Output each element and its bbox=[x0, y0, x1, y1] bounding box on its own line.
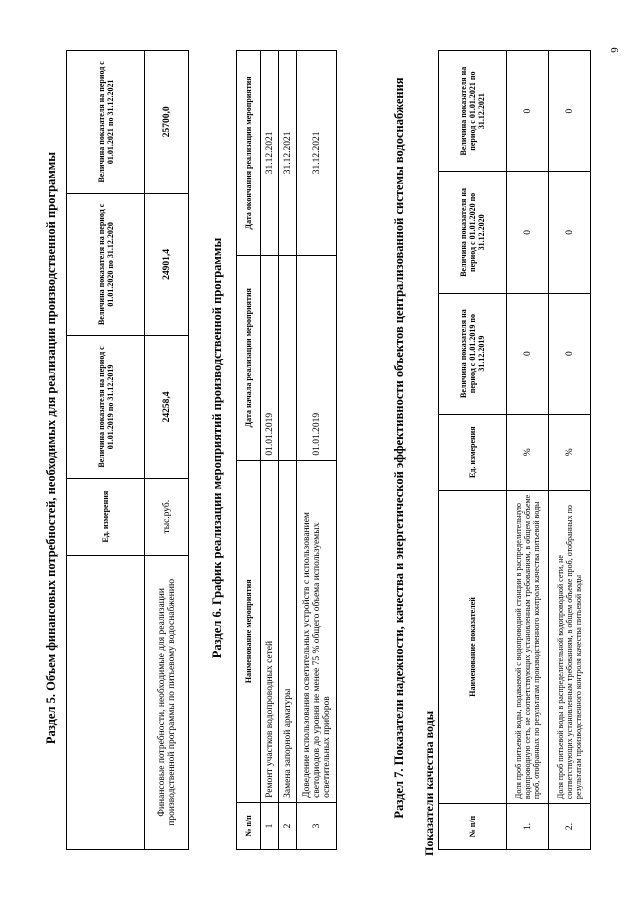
s6-header-name: Наименование мероприятия bbox=[237, 460, 261, 802]
s7-row1-unit: % bbox=[507, 414, 549, 490]
s5-cell-unit: тыс.руб. bbox=[145, 478, 189, 555]
table-row bbox=[297, 51, 337, 850]
s6-row2-end: 31.12.2021 bbox=[279, 51, 297, 256]
s7-row1-2019: 0 bbox=[507, 293, 549, 414]
s5-header-2021: Величина показателя на период с 01.01.2021 по 31.12.2021 bbox=[67, 51, 145, 194]
s6-header-end: Дата окончания реализации мероприятия bbox=[237, 51, 261, 256]
s6-row3-name: Доведение использования осветительных устройств с использованием светодиодов до уровня не менее 75 % общего объема используемых осветительных приборов bbox=[297, 460, 337, 802]
s5-cell-2019: 24258,4 bbox=[145, 336, 189, 479]
s7-header-name: Наименование показателей bbox=[439, 490, 507, 803]
s7-row1-2020: 0 bbox=[507, 172, 549, 293]
s5-cell-2020: 24901,4 bbox=[145, 193, 189, 336]
page-number: 6 bbox=[607, 47, 620, 53]
section7-table bbox=[438, 50, 591, 850]
s5-header-2019: Величина показателя на период с 01.01.2019 по 31.12.2019 bbox=[67, 336, 145, 479]
section6-table bbox=[236, 50, 337, 850]
table-row bbox=[549, 51, 591, 850]
s5-header-name bbox=[67, 555, 145, 849]
table-row bbox=[261, 51, 279, 850]
s6-row3-end: 31.12.2021 bbox=[297, 51, 337, 256]
s7-row2-unit: % bbox=[549, 414, 591, 490]
s5-header-2020: Величина показателя на период с 01.01.2020 по 31.12.2020 bbox=[67, 193, 145, 336]
rotated-page-content bbox=[40, 28, 600, 868]
s6-row1-end: 31.12.2021 bbox=[261, 51, 279, 256]
s7-row2-2020: 0 bbox=[549, 172, 591, 293]
s6-row3-num: 3 bbox=[297, 802, 337, 849]
s7-header-2020: Величина показателя на период с 01.01.2020 по 31.12.2020 bbox=[439, 172, 507, 293]
s7-row1-num: 1. bbox=[507, 804, 549, 850]
s6-row1-start: 01.01.2019 bbox=[261, 255, 279, 460]
s7-row2-2019: 0 bbox=[549, 293, 591, 414]
section7-title: Раздел 7. Показатели надежности, качества и энергетической эффективности объектов централизованной системы водоснабжения bbox=[392, 77, 406, 819]
s7-header-2019: Величина показателя на период с 01.01.2019 по 31.12.2019 bbox=[439, 293, 507, 414]
table-row bbox=[279, 51, 297, 850]
s5-header-unit: Ед. измерения bbox=[67, 478, 145, 555]
section7-subtitle: Показатели качества воды bbox=[422, 710, 436, 856]
s6-header-num: № п/п bbox=[237, 802, 261, 849]
s7-row1-2021: 0 bbox=[507, 51, 549, 172]
section5-title: Раздел 5. Объем финансовых потребностей, необходимых для реализации производственной программы bbox=[44, 151, 58, 745]
s7-row2-2021: 0 bbox=[549, 51, 591, 172]
s5-cell-2021: 25700,0 bbox=[145, 51, 189, 194]
s6-row3-start: 01.01.2019 bbox=[297, 255, 337, 460]
s7-row2-name: Доля проб питьевой воды в распределительной водопроводной сети, не соответствующих установленным требованиям, в общем объеме проб, отобранных по результатам производственного контроля качества питьевой воды bbox=[549, 490, 591, 803]
s7-row2-num: 2. bbox=[549, 804, 591, 850]
s5-cell-name: Финансовые потребности, необходимые для реализации производственной программы по питьевому водоснабжению bbox=[145, 555, 189, 849]
s6-row2-num: 2 bbox=[279, 802, 297, 849]
s7-header-2021: Величина показателя на период с 01.01.2021 по 31.12.2021 bbox=[439, 51, 507, 172]
s6-header-start: Дата начала реализации мероприятия bbox=[237, 255, 261, 460]
s7-header-num: № п/п bbox=[439, 804, 507, 850]
table-row bbox=[145, 51, 189, 850]
table-row bbox=[507, 51, 549, 850]
s7-header-unit: Ед. измерения bbox=[439, 414, 507, 490]
s7-row1-name: Доля проб питьевой воды, подаваемой с водопроводной станции в распределительную водопроводную сеть, не соответствующих установленным требованиям, в общем объеме проб, отобранных по результатам производственного контроля качества питьевой воды bbox=[507, 490, 549, 803]
s6-row2-name: Замена запорной арматуры bbox=[279, 460, 297, 802]
section6-title: Раздел 6. График реализации мероприятий производственной программы bbox=[210, 237, 224, 659]
s6-row2-start bbox=[279, 255, 297, 460]
s6-row1-name: Ремонт участков водопроводных сетей bbox=[261, 460, 279, 802]
s6-row1-num: 1 bbox=[261, 802, 279, 849]
section5-table bbox=[66, 50, 189, 850]
